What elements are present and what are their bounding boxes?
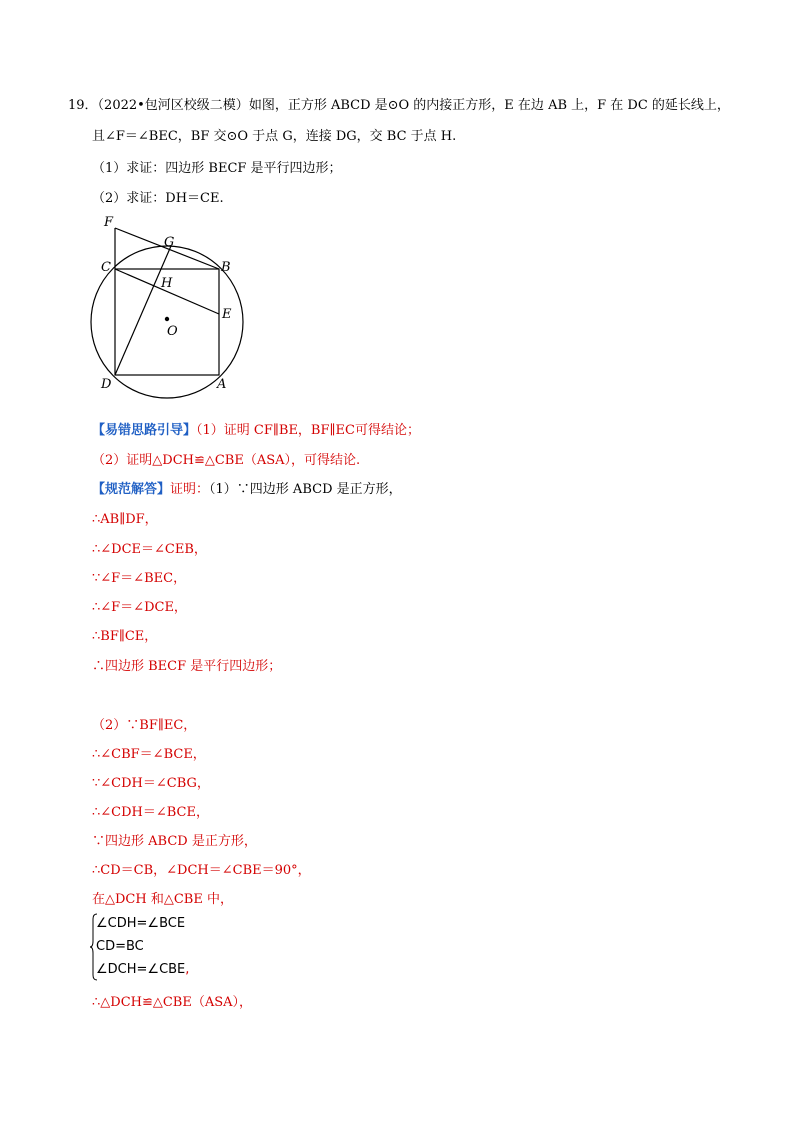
solution-step: ∴四边形 BECF 是平行四边形； [92,659,282,674]
solution-step: ∵四边形 ABCD 是正方形， [92,834,257,849]
solution-intro-prefix: 证明： [170,482,210,497]
solution-step: 在△DCH 和△CBE 中， [92,892,233,907]
solution-tag: 【规范解答】 [92,482,171,497]
label-d: D [101,377,112,392]
problem-source: （2022•包河区校级二模） [97,98,249,113]
geometry-figure [80,205,260,400]
segment-dg [115,246,171,375]
problem-text-1: 如图，正方形 ABCD 是⊙O 的内接正方形，E 在边 AB 上，F 在 DC 的延长线上， [248,98,730,113]
equation-system [90,913,230,981]
problem-number: 19． [68,98,98,113]
label-o: O [167,324,178,339]
solution-step: （2）∵BF∥EC， [92,718,197,733]
label-h: H [161,276,173,291]
label-c: C [101,260,111,275]
solution-step: ∴∠DCE＝∠CEB， [92,542,207,557]
label-b: B [221,260,231,275]
solution-step: ∴∠CBF＝∠BCE， [92,747,206,762]
hint-line-1 [92,422,420,440]
center-point-o [165,317,169,321]
equation-line-1: ∠CDH=∠BCE [96,916,186,931]
solution-intro [92,481,402,499]
label-g: G [164,235,175,250]
label-a: A [217,377,227,392]
solution-step: ∵∠F＝∠BEC， [92,571,187,586]
solution-intro-text: （1）∵四边形 ABCD 是正方形， [209,482,402,497]
solution-step: ∴∠CDH＝∠BCE， [92,805,209,820]
hint-tag: 【易错思路引导】 [92,423,197,438]
hint-line-2: （2）证明△DCH≌△CBE（ASA），可得结论. [92,453,361,468]
question-part-2: （2）求证：DH＝CE. [92,191,224,206]
equation-line-3 [96,961,189,979]
solution-step: ∴BF∥CE， [92,629,158,644]
equation-tail: , [185,962,190,977]
question-part-1: （1）求证：四边形 BECF 是平行四边形； [92,161,342,176]
solution-step: ∴CD＝CB，∠DCH＝∠CBE＝90°， [92,863,311,878]
problem-line-1 [68,97,730,115]
hint-text-1: （1）证明 CF∥BE，BF∥EC可得结论； [196,423,420,438]
solution-conclusion: ∴△DCH≌△CBE（ASA）， [92,995,253,1010]
solution-step: ∴AB∥DF， [92,512,158,527]
label-e: E [222,307,232,322]
label-f: F [104,215,114,230]
problem-line-2: 且∠F＝∠BEC，BF 交⊙O 于点 G，连接 DG，交 BC 于点 H. [92,129,457,144]
equation-line-3-text: ∠DCH=∠CBE [96,962,186,977]
solution-step: ∵∠CDH＝∠CBG， [92,776,210,791]
equation-line-2: CD=BC [96,939,144,954]
solution-step: ∴∠F＝∠DCE， [92,600,187,615]
